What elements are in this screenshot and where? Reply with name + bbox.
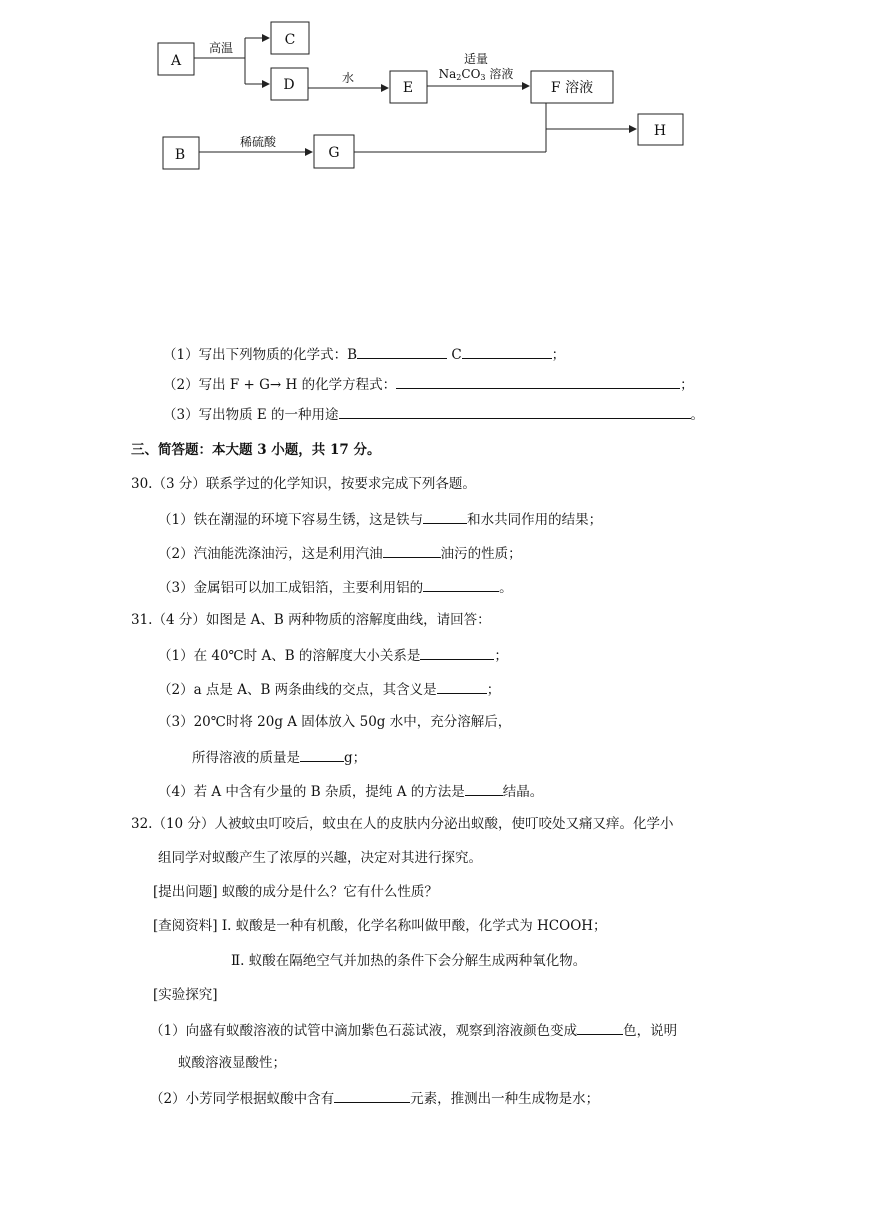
answer-blank[interactable] [420,645,494,660]
q31-part3: （3）20℃时将 20g A 固体放入 50g 水中，充分溶解后， [158,714,512,730]
node-d [271,68,308,100]
answer-blank[interactable] [423,509,467,524]
answer-blank[interactable] [396,374,680,389]
edge-fg-to-h [354,103,636,152]
q31-part1: （1）在 40℃时 A、B 的溶解度大小关系是 ； [158,645,508,665]
q32-stem-line2: 组同学对蚁酸产生了浓厚的兴趣，决定对其进行探究。 [158,850,482,866]
answer-blank[interactable] [462,344,552,359]
q32-reference-1: [查阅资料] Ⅰ. 蚁酸是一种有机酸，化学名称叫做甲酸，化学式为 HCOOH； [153,918,607,934]
svg-text:E: E [402,80,414,96]
edge-b-to-g [199,134,312,152]
node-f [531,71,613,103]
node-a [158,43,194,75]
q30-part2: （2）汽油能洗涤油污，这是利用汽油 油污的性质； [158,543,522,563]
answer-blank[interactable] [300,747,344,762]
reaction-flow-diagram [0,0,869,240]
svg-text:适量: 适量 [463,52,489,66]
q32-exp-part1: （1）向盛有蚁酸溶液的试管中滴加紫色石蕊试液，观察到溶液颜色变成 色，说明 [150,1020,677,1040]
q32-experiment-heading: [实验探究] [153,987,218,1003]
node-e [390,71,427,103]
answer-blank[interactable] [339,404,691,419]
q30-part3: （3）金属铝可以加工成铝箔，主要利用铝的 。 [158,577,513,597]
svg-text:F 溶液: F 溶液 [550,80,594,96]
svg-text:D: D [283,77,295,93]
answer-blank[interactable] [437,679,487,694]
edge-a-to-cd [194,38,269,84]
q32-exp-part2: （2）小芳同学根据蚁酸中含有 元素，推测出一种生成物是水； [150,1088,599,1108]
q31-part4: （4）若 A 中含有少量的 B 杂质，提纯 A 的方法是 结晶。 [158,781,543,801]
q31-part2: （2）a 点是 A、B 两条曲线的交点，其含义是 ； [158,679,500,699]
node-h [638,114,683,145]
q32-reference-2: Ⅱ. 蚁酸在隔绝空气并加热的条件下会分解生成两种氧化物。 [231,953,587,969]
svg-text:H: H [653,123,667,139]
answer-blank[interactable] [334,1088,410,1103]
edge-e-to-f [427,52,529,86]
svg-text:A: A [170,53,182,69]
answer-blank[interactable] [383,543,441,558]
q31-part3-cont: 所得溶液的质量是 g； [192,747,366,767]
q29-part1: （1）写出下列物质的化学式：B C ； [163,344,565,364]
svg-text:G: G [328,145,340,161]
svg-text:B: B [174,147,186,163]
answer-blank[interactable] [465,781,503,796]
answer-blank[interactable] [423,577,499,592]
q32-exp-part1-cont: 蚁酸溶液显酸性； [178,1055,286,1071]
q32-stem-line1: 32.（10 分）人被蚊虫叮咬后，蚊虫在人的皮肤内分泌出蚁酸，使叮咬处又痛又痒。化学小 [131,816,674,832]
svg-text:C: C [284,32,296,48]
q30-stem: 30.（3 分）联系学过的化学知识，按要求完成下列各题。 [131,476,476,492]
answer-blank[interactable] [357,344,447,359]
svg-text:Na2CO3 溶液: Na2CO3 溶液 [438,67,514,82]
svg-text:高温: 高温 [208,41,234,55]
answer-blank[interactable] [577,1020,623,1035]
node-b [163,137,199,169]
svg-text:水: 水 [341,71,355,85]
edge-d-to-e [308,70,388,88]
q29-part2: （2）写出 F + G→ H 的化学方程式： ； [163,374,694,394]
svg-text:稀硫酸: 稀硫酸 [239,135,277,149]
q32-ask: [提出问题] 蚁酸的成分是什么？它有什么性质？ [153,884,438,900]
q29-part3: （3）写出物质 E 的一种用途 。 [163,404,704,424]
node-c [271,22,309,54]
node-g [314,135,354,168]
section-heading: 三、简答题：本大题 3 小题，共 17 分。 [131,442,381,458]
q31-stem: 31.（4 分）如图是 A、B 两种物质的溶解度曲线，请回答： [131,612,491,628]
q30-part1: （1）铁在潮湿的环境下容易生锈，这是铁与 和水共同作用的结果； [158,509,602,529]
